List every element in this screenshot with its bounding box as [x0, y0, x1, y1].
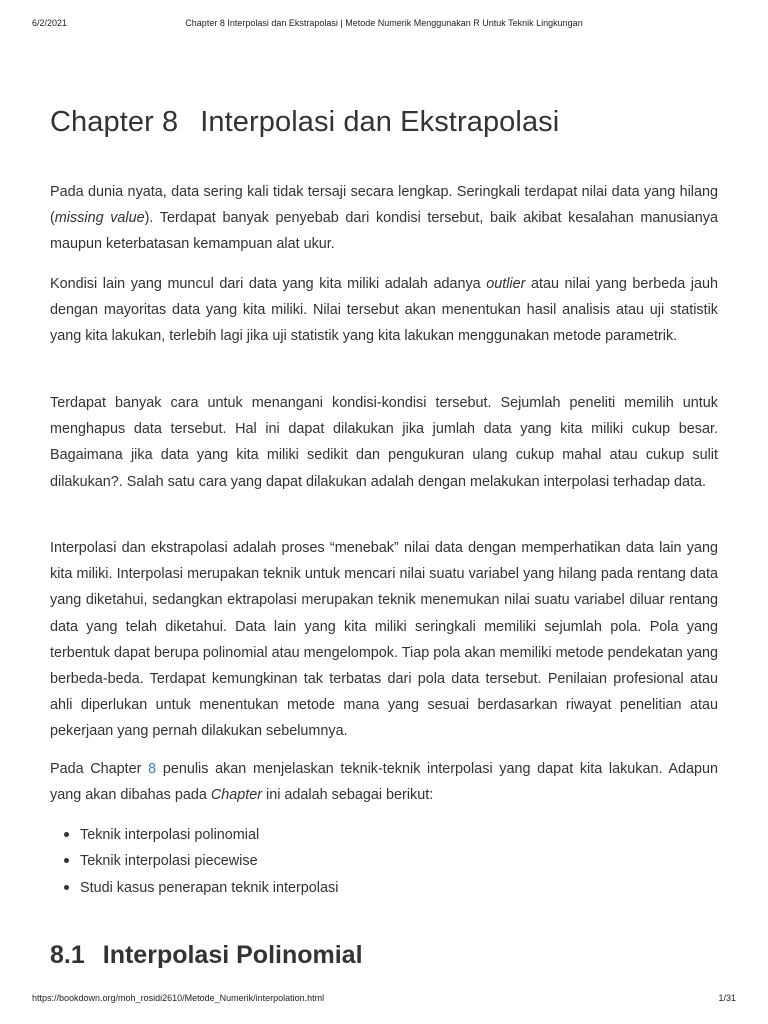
list-item	[80, 848, 338, 874]
list-item-text: Teknik interpolasi piecewise	[80, 853, 258, 870]
paragraph-chapter-overview	[50, 756, 718, 808]
page-number: 1/31	[718, 993, 736, 1003]
section-heading	[50, 941, 363, 970]
chapter-heading	[50, 106, 559, 139]
print-url: https://bookdown.org/moh_rosidi2610/Metode_Numerik/interpolation.html	[32, 993, 325, 1003]
print-header	[0, 18, 768, 32]
paragraph-text: Pada Chapter	[50, 761, 149, 777]
list-item-text: Teknik interpolasi polinomial	[80, 827, 260, 843]
list-item-text: Studi kasus penerapan teknik interpolasi	[80, 879, 339, 896]
emphasis-missing-value: missing value	[54, 210, 145, 227]
paragraph-text: penulis akan menjelaskan teknik-teknik interpolasi yang dapat kita lakukan. Adapun yang akan dibahas pada	[50, 761, 718, 804]
paragraph-outlier	[50, 271, 718, 350]
paragraph-text: ini adalah sebagai berikut:	[262, 787, 434, 804]
list-item	[80, 875, 338, 901]
bullet-icon	[64, 832, 69, 837]
paragraph-text: atau nilai yang berbeda jauh dengan mayoritas data yang kita miliki. Nilai tersebut akan menentukan hasil analisis atau uji statistik yang kita lakukan, terlebih lagi jika uji statistik yang kita lakukan menggunakan metode parametrik.	[50, 276, 718, 345]
print-doc-title: Chapter 8 Interpolasi dan Ekstrapolasi | Metode Numerik Menggunakan R Untuk Teknik Lingkungan	[185, 18, 583, 28]
paragraph-text: Pada dunia nyata, data sering kali tidak tersaji secara lengkap. Seringkali terdapat nilai data yang hilang (	[50, 184, 718, 227]
chapter-number: Chapter 8	[50, 106, 179, 138]
emphasis-outlier: outlier	[486, 276, 526, 292]
paragraph-text: Kondisi lain yang muncul dari data yang kita miliki adalah adanya	[50, 276, 487, 292]
print-date: 6/2/2021	[32, 18, 68, 28]
bullet-icon	[64, 885, 69, 890]
paragraph-text: ). Terdapat banyak penyebab dari kondisi tersebut, baik akibat kesalahan manusianya maupun keterbatasan kemampuan alat ukur.	[50, 210, 718, 253]
emphasis-chapter: Chapter	[210, 787, 263, 804]
paragraph-handling: Terdapat banyak cara untuk menangani kondisi-kondisi tersebut. Sejumlah peneliti memilih untuk menghapus data tersebut. Hal ini dapat dilakukan jika jumlah data yang kita miliki cukup besar. Bagaimana jika data yang kita miliki sedikit dan pengukuran ulang cukup mahal atau cukup sulit dilakukan?. Salah satu cara yang dapat dilakukan adalah dengan melakukan interpolasi terhadap data.	[50, 395, 718, 490]
print-footer	[0, 993, 768, 1007]
paragraph-definition: Interpolasi dan ekstrapolasi adalah proses “menebak” nilai data dengan memperhatikan data lain yang kita miliki. Interpolasi merupakan teknik untuk mencari nilai suatu variabel yang hilang pada rentang data yang diketahui, sedangkan ektrapolasi merupakan teknik menemukan nilai suatu variabel diluar rentang data yang telah diketahui. Data lain yang kita miliki seringkali memiliki sejumlah pola. Pola yang terbentuk dapat berupa polinomial atau mengelompok. Tiap pola akan memiliki metode pendekatan yang berbeda-beda. Terdapat kemungkinan tak terbatas dari pola data tersebut. Penilaian profesional atau ahli diperlukan untuk menentukan metode mana yang sesuai berdasarkan riwayat penelitian atau pekerjaan yang pernah dilakukan sebelumnya.	[50, 540, 718, 740]
chapter-8-link[interactable]: 8	[148, 761, 157, 777]
paragraph-missing-value	[50, 179, 718, 258]
list-item	[80, 822, 338, 848]
section-number: 8.1	[50, 941, 85, 969]
section-title-text: Interpolasi Polinomial	[102, 941, 363, 969]
bullet-icon	[64, 858, 69, 863]
chapter-title-text: Interpolasi dan Ekstrapolasi	[200, 106, 560, 138]
topic-list	[50, 822, 338, 901]
